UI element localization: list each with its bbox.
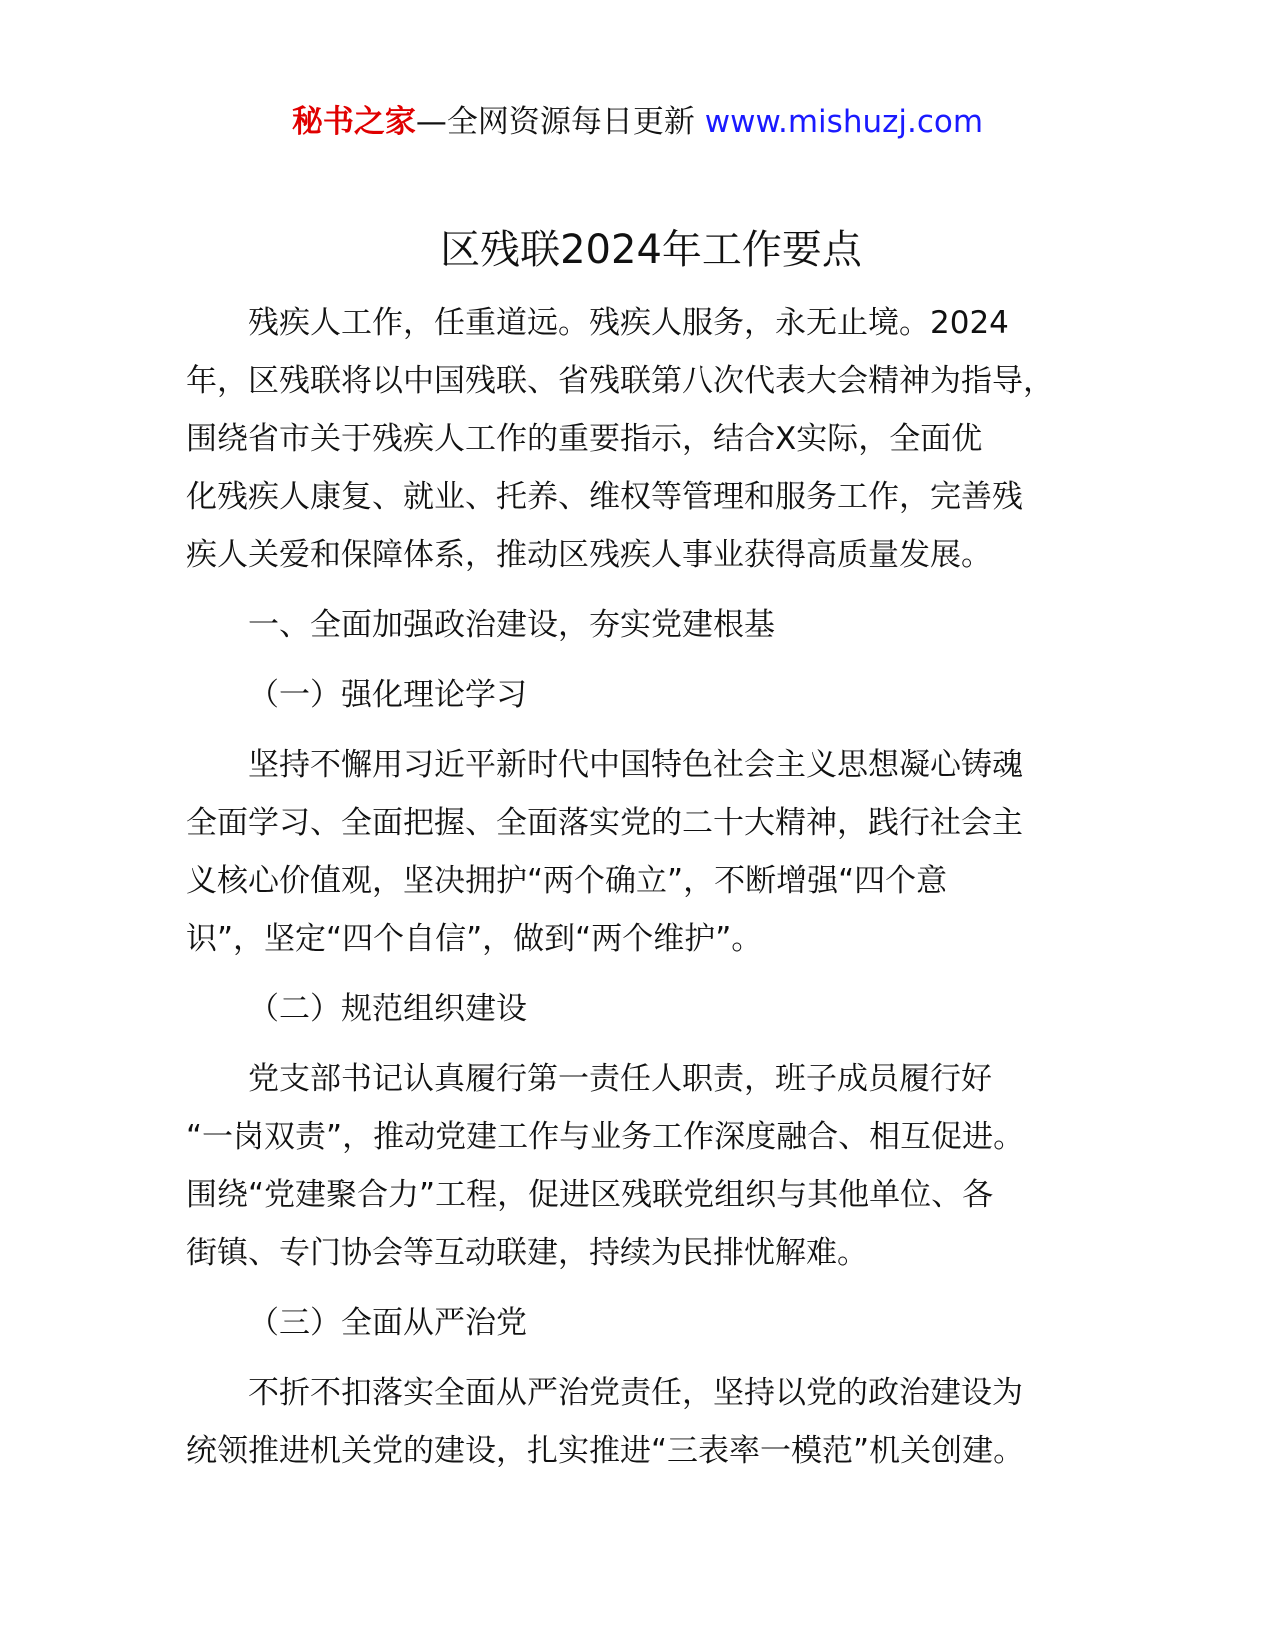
text-line: 统领推进机关党的建设，扎实推进“三表率一模范”机关创建。 <box>186 1433 1025 1469</box>
text-line: 疾人关爱和保障体系，推动区残疾人事业获得高质量发展。 <box>186 537 992 573</box>
text-line: 街镇、专门协会等互动联建，持续为民排忧解难。 <box>186 1235 868 1271</box>
subsection-heading: （三）全面从严治党 <box>248 1305 527 1341</box>
subsection-heading: （二）规范组织建设 <box>248 991 527 1027</box>
section-heading: 一、全面加强政治建设，夯实党建根基 <box>248 607 775 643</box>
text-line: 党支部书记认真履行第一责任人职责，班子成员履行好 <box>248 1061 992 1097</box>
document-title: 区残联2024年工作要点 <box>440 227 862 273</box>
paragraph <box>186 1050 1116 1282</box>
text-line: 化残疾人康复、就业、托养、维权等管理和服务工作，完善残 <box>186 479 1023 515</box>
text-line: 坚持不懈用习近平新时代中国特色社会主义思想凝心铸魂 <box>248 747 1023 783</box>
header-tagline: —全网资源每日更新 <box>415 104 705 140</box>
text-line: 识”，坚定“四个自信”，做到“两个维护”。 <box>186 921 763 957</box>
text-line: 年，区残联将以中国残联、省残联第八次代表大会精神为指导， <box>186 363 1054 399</box>
paragraph <box>186 1364 1116 1480</box>
text-line: “一岗双责”，推动党建工作与业务工作深度融合、相互促进。 <box>186 1119 1025 1155</box>
text-line: 围绕省市关于残疾人工作的重要指示，结合X实际，全面优 <box>186 421 983 457</box>
brand-name: 秘书之家 <box>291 104 416 140</box>
text-line: 义核心价值观，坚决拥护“两个确立”，不断增强“四个意 <box>186 863 948 899</box>
text-line: 围绕“党建聚合力”工程，促进区残联党组织与其他单位、各 <box>186 1177 994 1213</box>
text-line: 不折不扣落实全面从严治党责任，坚持以党的政治建设为 <box>248 1375 1023 1411</box>
intro-paragraph <box>186 294 1116 584</box>
subsection-heading: （一）强化理论学习 <box>248 677 527 713</box>
paragraph <box>186 736 1116 968</box>
site-url[interactable]: www.mishuzj.com <box>704 104 984 140</box>
text-line: 残疾人工作，任重道远。残疾人服务，永无止境。2024 <box>248 305 1009 341</box>
site-header <box>0 100 1275 144</box>
text-line: 全面学习、全面把握、全面落实党的二十大精神，践行社会主 <box>186 805 1023 841</box>
document-body <box>186 222 1116 1492</box>
